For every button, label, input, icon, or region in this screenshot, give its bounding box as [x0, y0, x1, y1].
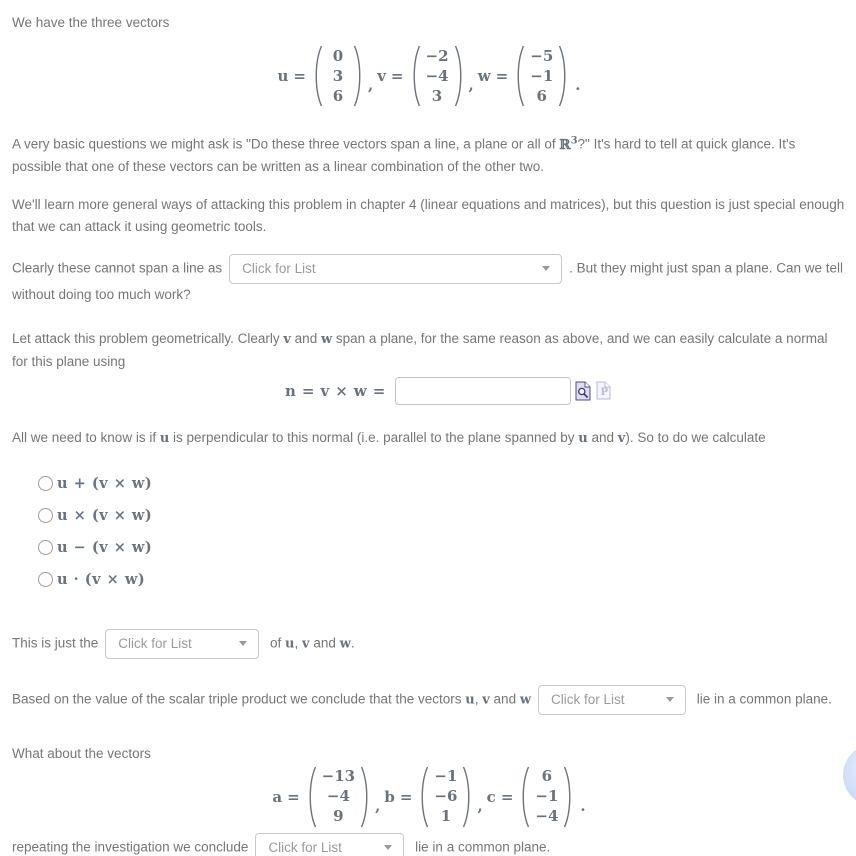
- vector-u-inline: u: [159, 430, 170, 446]
- line-cannot-span: [12, 254, 846, 306]
- open-paren: (: [91, 474, 100, 492]
- close-paren: ): [144, 538, 153, 556]
- radio-button-icon[interactable]: [38, 508, 53, 523]
- vector-v-inline: v: [99, 506, 109, 524]
- vector-c-label: c: [486, 787, 496, 806]
- vector-u-inline: u: [578, 430, 588, 446]
- r3-symbol: [559, 137, 577, 153]
- line-text: ,: [474, 691, 483, 707]
- r3-exponent: 3: [570, 135, 578, 146]
- product-name-dropdown[interactable]: [105, 629, 259, 659]
- vector-u-label: u: [277, 67, 289, 85]
- vector-w-inline: w: [124, 570, 138, 588]
- p-letter: P: [600, 386, 609, 398]
- vector-v-inline: v: [482, 692, 490, 708]
- vector-b-component: −6: [434, 787, 458, 805]
- vectors-uvw-display: [12, 44, 846, 108]
- vector-b-component: 1: [440, 807, 452, 825]
- vector-u-inline: u: [57, 506, 69, 524]
- vector-b-label: b: [384, 787, 395, 806]
- vector-a-component: −4: [326, 787, 350, 805]
- vector-v-column: [421, 46, 454, 105]
- radio-option-group: [12, 476, 846, 587]
- open-paren: (: [84, 570, 93, 588]
- radio-button-icon[interactable]: [38, 572, 53, 587]
- cross-sign: ×: [113, 506, 127, 524]
- equals-sign: =: [293, 67, 306, 85]
- vector-v: [377, 44, 464, 108]
- close-paren: ): [137, 570, 146, 588]
- line-text: and: [587, 429, 618, 445]
- line-text: lie in a common plane.: [693, 691, 832, 707]
- vector-a-component: −13: [321, 767, 356, 785]
- dropdown-placeholder: Click for List: [242, 260, 316, 276]
- line-text: All we need to know is if: [12, 429, 160, 445]
- vector-u-column: [323, 46, 353, 105]
- line-repeating: [12, 833, 846, 856]
- vector-a-column: [317, 769, 360, 824]
- dropdown-placeholder: Click for List: [118, 635, 192, 651]
- open-paren: (: [91, 538, 100, 556]
- operator: ·: [73, 570, 80, 588]
- radio-option-subtract[interactable]: [38, 540, 846, 555]
- vector-v-inline: v: [99, 474, 109, 492]
- vector-a: [272, 765, 371, 829]
- period: .: [580, 796, 586, 815]
- equals-sign: =: [500, 787, 514, 806]
- vector-c-component: −1: [535, 787, 559, 805]
- vector-v-inline: v: [99, 538, 109, 556]
- line-text: lie in a common plane.: [411, 839, 551, 855]
- vector-w-inline: w: [320, 331, 333, 347]
- line-based-on: [12, 685, 846, 715]
- right-paren-icon: [462, 765, 473, 829]
- line-text: .: [350, 635, 355, 651]
- vector-w-column: [525, 46, 558, 105]
- vector-v-inline: v: [283, 331, 291, 347]
- operator: ×: [73, 506, 87, 524]
- vector-v-inline: v: [92, 570, 102, 588]
- equals-sign: =: [372, 381, 386, 400]
- right-paren-icon: [558, 44, 569, 108]
- line-text: Clearly these cannot span a line as: [12, 260, 223, 276]
- r-double-struck: ℝ: [559, 136, 571, 153]
- line-text: is perpendicular to this normal (i.e. parallel to the plane spanned by: [169, 429, 579, 445]
- vector-u: [277, 44, 363, 108]
- cross-sign: ×: [113, 538, 127, 556]
- chevron-down-icon: [239, 641, 247, 646]
- vector-w-label: w: [477, 67, 491, 85]
- cross-sign: ×: [113, 474, 127, 492]
- line-text: of: [266, 635, 286, 651]
- vector-w-inline: w: [131, 506, 145, 524]
- option-label: [57, 508, 152, 523]
- comma-separator: ,: [468, 76, 474, 94]
- equals-sign: =: [390, 67, 404, 85]
- vector-c-component: −4: [535, 807, 559, 825]
- right-paren-icon: [454, 44, 465, 108]
- line-perpendicular: [12, 427, 846, 450]
- vector-a-label: a: [272, 787, 283, 806]
- radio-button-icon[interactable]: [38, 476, 53, 491]
- vector-w-component: 6: [536, 86, 547, 105]
- left-paren-icon: [519, 765, 530, 829]
- vector-b-component: −1: [434, 767, 458, 785]
- vector-v-component: 3: [431, 86, 443, 105]
- cross-product-sign: ×: [335, 381, 348, 400]
- vector-w-inline: w: [131, 538, 145, 556]
- vector-u-component: 0: [332, 46, 344, 65]
- line-geometric: [12, 328, 846, 373]
- intro-text: We have the three vectors: [12, 15, 170, 30]
- conclusion-dropdown[interactable]: [538, 685, 686, 715]
- radio-button-icon[interactable]: [38, 540, 53, 555]
- option-label: [57, 540, 152, 555]
- chevron-down-icon: [666, 697, 674, 702]
- line-what-about: What about the vectors: [12, 745, 151, 761]
- line-text: and: [489, 691, 520, 707]
- chevron-down-icon: [542, 266, 550, 271]
- vector-v-component: −4: [425, 66, 449, 85]
- vector-w-component: −1: [530, 66, 554, 85]
- vector-v-component: −2: [425, 46, 449, 65]
- close-paren: ): [144, 506, 153, 524]
- vector-w-inline: w: [339, 636, 351, 652]
- line-text: . But they might just span a plane. Can we tell without doing too much work?: [12, 260, 844, 302]
- right-paren-icon: [563, 765, 574, 829]
- dropdown-placeholder: Click for List: [551, 691, 625, 707]
- vector-v-inline: v: [302, 636, 310, 652]
- line-text: repeating the investigation we conclude: [12, 839, 249, 855]
- vector-c-column: [530, 769, 563, 824]
- vector-v-inline: v: [320, 381, 330, 400]
- radio-option-cross[interactable]: [38, 508, 846, 523]
- vector-u-component: 3: [332, 66, 344, 85]
- line-text: and: [290, 330, 321, 346]
- vector-w-inline: w: [519, 692, 532, 708]
- paragraph-text: A very basic questions we might ask is "Do these three vectors span a line, a plane or all of: [12, 136, 560, 152]
- vector-n-label: n: [285, 381, 296, 400]
- vector-w-component: −5: [530, 46, 554, 65]
- vector-v-label: v: [377, 67, 386, 85]
- normal-answer-input[interactable]: [395, 377, 571, 405]
- left-paren-icon: [514, 44, 525, 108]
- vector-w-inline: w: [131, 474, 145, 492]
- paragraph-span-question: [12, 130, 846, 178]
- normal-equation-row: [12, 377, 846, 405]
- chevron-down-icon: [384, 845, 392, 850]
- vector-v-inline: v: [617, 430, 626, 446]
- comma-separator: ,: [367, 76, 374, 94]
- vector-a-component: 9: [333, 807, 344, 825]
- radio-option-dot[interactable]: [38, 572, 846, 587]
- vectors-abc-display: [12, 765, 846, 829]
- radio-option-add[interactable]: [38, 476, 846, 491]
- vector-b-column: [429, 769, 462, 824]
- close-paren: ): [144, 474, 153, 492]
- left-paren-icon: [306, 765, 317, 829]
- dropdown-placeholder: Click for List: [268, 839, 342, 855]
- span-line-dropdown[interactable]: [229, 254, 562, 284]
- vector-w: [478, 44, 570, 108]
- paragraph-chapter4: We'll learn more general ways of attacking this problem in chapter 4 (linear equations and matrices), but this question is just special enough that we can attack it using geometric tools.: [12, 196, 845, 234]
- right-paren-icon: [353, 44, 364, 108]
- option-label: [57, 476, 152, 491]
- cross-sign: ×: [106, 570, 120, 588]
- answer-icons: [575, 381, 611, 401]
- operator: +: [73, 474, 87, 492]
- equals-sign: =: [399, 787, 413, 806]
- equals-sign: =: [301, 381, 315, 400]
- line-text: span a plane, for the same reason as above, and we can easily calculate a normal for this plane using: [12, 330, 828, 369]
- vector-u-component: 6: [332, 86, 344, 105]
- preview-magnifier-icon[interactable]: [575, 381, 591, 401]
- line-text: Based on the value of the scalar triple product we conclude that the vectors: [12, 691, 466, 707]
- vector-c: [487, 765, 575, 829]
- vector-u-inline: u: [57, 538, 69, 556]
- option-label: [57, 572, 145, 587]
- vector-u-inline: u: [285, 636, 295, 652]
- vector-u-inline: u: [465, 692, 475, 708]
- line-this-is-just: [12, 629, 846, 659]
- equals-sign: =: [495, 67, 509, 85]
- vector-u-inline: u: [57, 474, 69, 492]
- vector-b: [384, 765, 473, 829]
- paragraph-text: ?" It's hard to tell at quick glance. It's possible that one of these vectors can be written as a linear combination of the other two.: [12, 136, 796, 174]
- open-paren: (: [91, 506, 100, 524]
- operator: −: [73, 538, 87, 556]
- left-paren-icon: [410, 44, 421, 108]
- preview-disabled-p-icon: [596, 381, 611, 400]
- line-text: and: [309, 635, 340, 651]
- left-paren-icon: [312, 44, 323, 108]
- line-text: This is just the: [12, 635, 99, 651]
- period: .: [575, 76, 581, 94]
- vector-c-component: 6: [541, 767, 553, 785]
- line-text: Let attack this problem geometrically. Clearly: [12, 330, 284, 346]
- equals-sign: =: [287, 787, 300, 806]
- vector-u-inline: u: [57, 570, 69, 588]
- repeat-conclusion-dropdown[interactable]: [255, 833, 404, 856]
- comma-separator: ,: [375, 796, 381, 815]
- left-paren-icon: [418, 765, 429, 829]
- vector-w-inline: w: [353, 381, 367, 400]
- comma-separator: ,: [477, 796, 483, 815]
- right-paren-icon: [360, 765, 371, 829]
- line-text: ). So to do we calculate: [625, 429, 766, 445]
- line-text: ,: [294, 635, 303, 651]
